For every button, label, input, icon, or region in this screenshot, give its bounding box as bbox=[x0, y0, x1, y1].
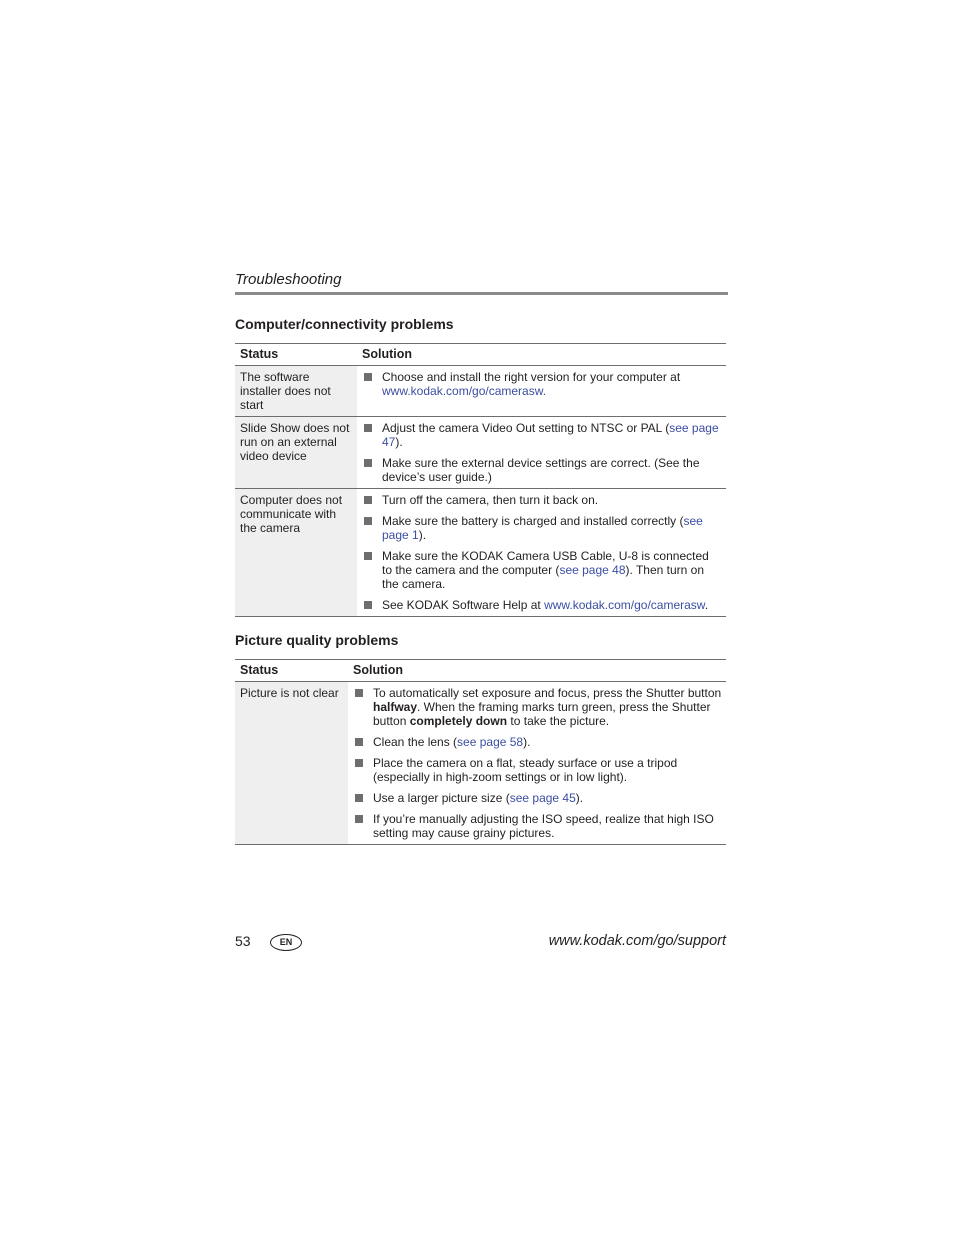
column-header-status: Status bbox=[235, 344, 357, 366]
solution-cell bbox=[357, 417, 726, 489]
status-cell: The software installer does not start bbox=[235, 366, 357, 417]
solution-cell bbox=[357, 366, 726, 417]
solution-item: Adjust the camera Video Out setting to NTSC or PAL (see page 47). bbox=[362, 421, 722, 449]
page-link[interactable]: see page 48 bbox=[559, 563, 626, 577]
solution-item: See KODAK Software Help at www.kodak.com/go/camerasw. bbox=[362, 598, 722, 612]
table-row bbox=[235, 366, 726, 417]
table-row bbox=[235, 417, 726, 489]
solution-cell bbox=[357, 489, 726, 617]
status-cell: Slide Show does not run on an external video device bbox=[235, 417, 357, 489]
manual-page bbox=[235, 268, 728, 845]
connectivity-table bbox=[235, 343, 726, 617]
website-link[interactable]: www.kodak.com/go/camerasw bbox=[544, 598, 705, 612]
solution-item: Clean the lens (see page 58). bbox=[353, 735, 722, 749]
solution-item: Make sure the external device settings are correct. (See the device’s user guide.) bbox=[362, 456, 722, 484]
solution-item: If you’re manually adjusting the ISO speed, realize that high ISO setting may cause grainy pictures. bbox=[353, 812, 722, 840]
table-row bbox=[235, 682, 726, 845]
column-header-solution: Solution bbox=[357, 344, 726, 366]
website-link[interactable]: www.kodak.com/go/camerasw. bbox=[382, 384, 547, 398]
solution-cell bbox=[348, 682, 726, 845]
page-number: 53 bbox=[235, 933, 251, 949]
solution-item: Turn off the camera, then turn it back on. bbox=[362, 493, 722, 507]
solution-item: Make sure the battery is charged and installed correctly (see page 1). bbox=[362, 514, 722, 542]
page-link[interactable]: see page 58 bbox=[457, 735, 524, 749]
column-header-status: Status bbox=[235, 660, 348, 682]
section-title-picture-quality: Picture quality problems bbox=[235, 632, 399, 648]
language-badge: EN bbox=[270, 934, 302, 951]
solution-item: Choose and install the right version for your computer at www.kodak.com/go/camerasw. bbox=[362, 370, 722, 398]
running-head: Troubleshooting bbox=[235, 268, 728, 295]
status-cell: Picture is not clear bbox=[235, 682, 348, 845]
status-cell: Computer does not communicate with the camera bbox=[235, 489, 357, 617]
table-row bbox=[235, 489, 726, 617]
solution-item: Use a larger picture size (see page 45). bbox=[353, 791, 722, 805]
solution-item: To automatically set exposure and focus, press the Shutter button halfway. When the framing marks turn green, press the Shutter button completely down to take the picture. bbox=[353, 686, 722, 728]
table-header-row bbox=[235, 344, 726, 366]
page-footer bbox=[235, 930, 726, 954]
page-link[interactable]: see page 47 bbox=[382, 421, 719, 449]
solution-item: Place the camera on a flat, steady surface or use a tripod (especially in high-zoom settings or in low light). bbox=[353, 756, 722, 784]
support-url[interactable]: www.kodak.com/go/support bbox=[548, 933, 726, 949]
page-link[interactable]: see page 45 bbox=[509, 791, 576, 805]
table-header-row bbox=[235, 660, 726, 682]
solution-item: Make sure the KODAK Camera USB Cable, U-8 is connected to the camera and the computer (see page 48). Then turn on the camera. bbox=[362, 549, 722, 591]
picture-quality-table bbox=[235, 659, 726, 845]
column-header-solution: Solution bbox=[348, 660, 726, 682]
section-title-connectivity: Computer/connectivity problems bbox=[235, 316, 454, 332]
page-link[interactable]: see page 1 bbox=[382, 514, 703, 542]
